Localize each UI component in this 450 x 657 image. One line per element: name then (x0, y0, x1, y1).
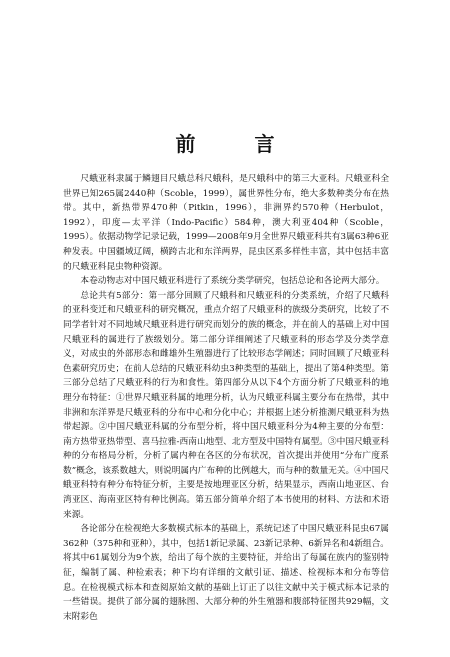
paragraph: 各论部分在检视绝大多数模式标本的基础上，系统记述了中国尺蛾亚科昆虫67属362种（375种和亚种），其中，包括1新记录属、23新记录种、6新异名和4新组合。将其中61属划分为9个族，给出了每个族的主要特征，并给出了每属在族内的鉴别特征，编制了属、种检索表；种下均有详细的文献引证、描述、检视标本和分布等信息。在检视模式标本和查阅原始文献的基础上订正了以往文献中关于模式标本记录的一些错误。提供了部分属的翅脉图、大部分种的外生殖器和腹部特征图共929幅，文末附彩色 (63, 524, 389, 622)
page-title: 前 言 (175, 132, 301, 156)
paragraph: 总论共有5部分：第一部分回顾了尺蛾科和尺蛾亚科的分类系统，介绍了尺蛾科的亚科变迁和尺蛾亚科的研究概况，重点介绍了尺蛾亚科的族级分类研究，比较了不同学者针对不同地域尺蛾亚科进行研究而划分的族的概念，并在前人的基础上对中国尺蛾亚科的属进行了族级划分。第二部分详细阐述了尺蛾亚科的形态学及分类学意义，对成虫的外部形态和雌雄外生殖器进行了比较形态学阐述；同时回顾了尺蛾亚科色素研究历史；在前人总结的尺蛾亚科幼虫3种类型的基础上，提出了第4种类型。第三部分总结了尺蛾亚科的行为和食性。第四部分从以下4个方面分析了尺蛾亚科的地理分布特征：①世界尺蛾亚科属的地理分析，认为尺蛾亚科属主要分布在热带，其中非洲和东洋界是尺蛾亚科的分布中心和分化中心；并根据上述分析推测尺蛾亚科为热带起源。②中国尺蛾亚科属的分布型分析，将中国尺蛾亚科分为4种主要的分布型：南方热带亚热带型、喜马拉雅-西南山地型、北方型及中国特有属型。③中国尺蛾亚科种的分布格局分析，分析了属内种在各区的分布状况，首次提出并使用“分布广度系数”概念，该系数越大，则说明属内广布种的比例越大，而与种的数量无关。④中国尺蛾亚科特有种分布特征分析，主要是按地理亚区分析，结果显示，西南山地亚区、台湾亚区、海南亚区特有种比例高。第五部分简单介绍了本书使用的材料、方法和术语来源。 (63, 290, 389, 520)
paragraph: 本卷动物志对中国尺蛾亚科进行了系统分类学研究，包括总论和各论两大部分。 (80, 276, 385, 287)
preface-body (63, 172, 389, 624)
paragraph: 尺蛾亚科隶属于鳞翅目尺蛾总科尺蛾科，是尺蛾科中的第三大亚科。尺蛾亚科全世界已知265属2440种（Scoble，1999），属世界性分布，绝大多数种类分布在热带。其中，新热带界470种（Pitkin，1996），非洲界约570种（Herbulot，1992），印度—太平洋（Indo-Pacific）584种，澳大利亚404种（Scoble，1995）。依据动物学记录记载，1999—2008年9月全世界尺蛾亚科共有3属63种6亚种发表。中国疆域辽阔，横跨古北和东洋两界，昆虫区系多样性丰富，其中包括丰富的尺蛾亚科昆虫物种资源。 (63, 174, 389, 272)
